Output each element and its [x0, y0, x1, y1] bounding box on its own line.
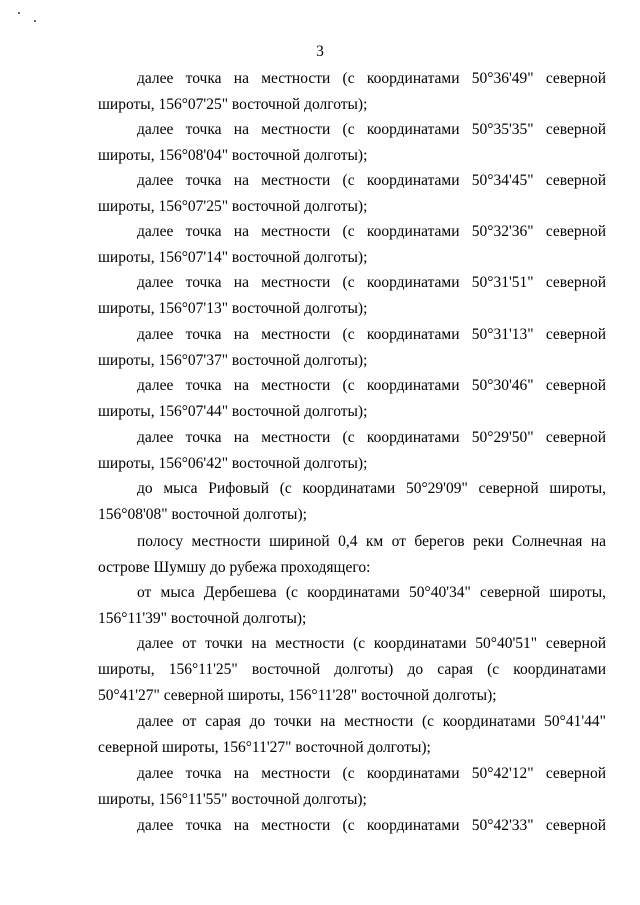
paragraph-line: далее точка на местности (с координатами 50°29'50" северной [137, 429, 606, 446]
paragraph-line: от мыса Дербешева (с координатами 50°40'34" северной широты, [137, 584, 606, 601]
paragraph-line: далее точка на местности (с координатами 50°42'33" северной [137, 817, 606, 834]
paragraph-line: северной широты, 156°11'27" восточной долготы); [98, 739, 431, 756]
paragraph-line: широты, 156°07'25" восточной долготы); [98, 96, 368, 113]
paragraph [98, 631, 606, 709]
paragraph-line: далее точка на местности (с координатами 50°36'49" северной [137, 70, 606, 87]
paragraph [98, 761, 606, 813]
paragraph [98, 476, 606, 528]
paragraph [98, 425, 606, 477]
paragraph-line: широты, 156°07'14" восточной долготы); [98, 249, 368, 266]
paragraph [98, 219, 606, 271]
paragraph-line: 156°08'08" восточной долготы); [98, 506, 307, 523]
paragraph-line: далее точка на местности (с координатами 50°31'51" северной [137, 274, 606, 291]
paragraph [98, 322, 606, 374]
paragraph [98, 529, 606, 581]
paragraph-line: широты, 156°11'55" восточной долготы); [98, 791, 367, 808]
paragraph-line: острове Шумшу до рубежа проходящего: [98, 559, 371, 576]
paragraph-line: до мыса Рифовый (с координатами 50°29'09" северной широты, [137, 480, 606, 497]
paragraph-line: широты, 156°07'37" восточной долготы); [98, 352, 368, 369]
paragraph-line: 50°41'27" северной широты, 156°11'28" восточной долготы); [98, 687, 497, 704]
scan-speck [34, 20, 36, 22]
paragraph [98, 270, 606, 322]
paragraph-line: широты, 156°11'25" восточной долготы) до сарая (с координатами [98, 661, 606, 678]
paragraph [98, 373, 606, 425]
paragraph-line: далее точка на местности (с координатами 50°35'35" северной [137, 121, 606, 138]
paragraph [98, 168, 606, 220]
scan-speck [18, 12, 20, 14]
page-number: 3 [316, 43, 324, 60]
paragraph-line: далее от точки на местности (с координатами 50°40'51" северной [137, 635, 606, 652]
paragraph-line: широты, 156°08'04" восточной долготы); [98, 147, 368, 164]
paragraph-line: далее точка на местности (с координатами 50°30'46" северной [137, 377, 606, 394]
paragraph-line: 156°11'39" восточной долготы); [98, 610, 307, 627]
paragraph-line: широты, 156°07'44" восточной долготы); [98, 403, 368, 420]
paragraph-line: далее от сарая до точки на местности (с координатами 50°41'44" [137, 713, 606, 730]
paragraph-line: далее точка на местности (с координатами 50°31'13" северной [137, 326, 606, 343]
paragraph [98, 813, 606, 839]
paragraph-line: широты, 156°06'42" восточной долготы); [98, 455, 368, 472]
paragraph-line: широты, 156°07'13" восточной долготы); [98, 300, 368, 317]
paragraph-line: далее точка на местности (с координатами 50°34'45" северной [137, 172, 606, 189]
paragraph [98, 117, 606, 169]
paragraph-line: далее точка на местности (с координатами 50°42'12" северной [137, 765, 606, 782]
paragraph [98, 709, 606, 761]
paragraph [98, 66, 606, 118]
paragraph [98, 580, 606, 632]
paragraph-line: далее точка на местности (с координатами 50°32'36" северной [137, 223, 606, 240]
paragraph-line: широты, 156°07'25" восточной долготы); [98, 198, 368, 215]
paragraph-line: полосу местности шириной 0,4 км от берегов реки Солнечная на [137, 533, 606, 550]
